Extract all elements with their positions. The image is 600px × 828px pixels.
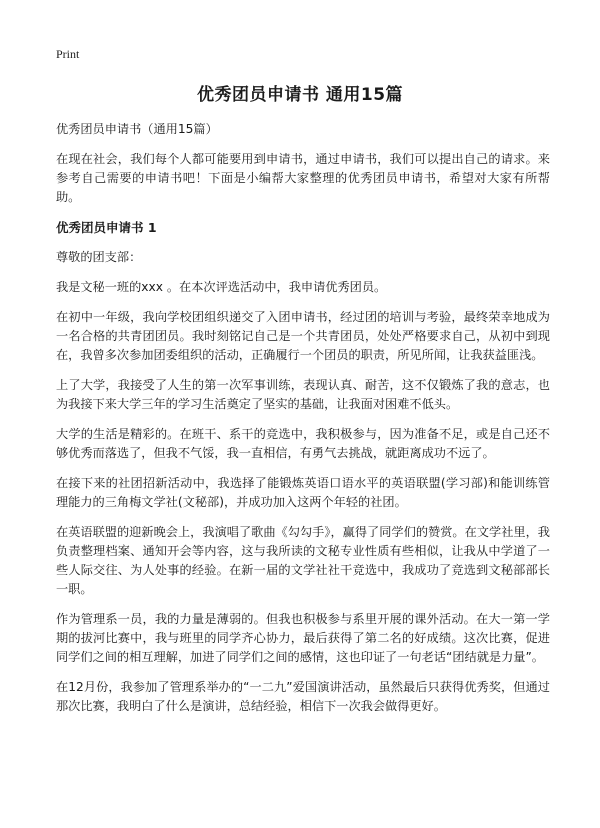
body-paragraph: 在初中一年级，我向学校团组织递交了入团申请书，经过团的培训与考验，最终荣幸地成为一名合格的共青团团员。我时刻铭记自己是一个共青团员，处处严格要求自己，从初中到现在，我曾多次参加团委组织的活动，正确履行一个团员的职责，所见所闻，让我获益匪浅。 xyxy=(56,310,550,362)
body-paragraph: 上了大学，我接受了人生的第一次军事训练，表现认真、耐苦，这不仅锻炼了我的意志，也为我接下来大学三年的学习生活奠定了坚实的基础，让我面对困难不低头。 xyxy=(56,378,550,411)
document-body xyxy=(56,120,550,727)
print-link[interactable]: Print xyxy=(56,47,80,61)
body-paragraph: 在12月份，我参加了管理系举办的“一二九”爱国演讲活动，虽然最后只获得优秀奖，但通过那次比赛，我明白了什么是演讲，总结经验，相信下一次我会做得更好。 xyxy=(56,680,550,713)
salutation: 尊敬的团支部： xyxy=(56,250,142,264)
body-paragraph: 作为管理系一员，我的力量是薄弱的。但我也积极参与系里开展的课外活动。在大一第一学期的拔河比赛中，我与班里的同学齐心协力，最后获得了第二名的好成绩。这次比赛，促进同学们之间的相互理解，加进了同学们之间的感情，这也印证了一句老话“团结就是力量”。 xyxy=(56,612,550,664)
body-paragraph: 在英语联盟的迎新晚会上，我演唱了歌曲《勾勾手》，赢得了同学们的赞赏。在文学社里，我负责整理档案、通知开会等内容，这与我所读的文秘专业性质有些相似，让我从中学道了一些人际交往、为人处事的经验。在新一届的文学社社干竞选中，我成功了竞选到文秘部部长一职。 xyxy=(56,525,550,596)
page-title: 优秀团员申请书 通用15篇 xyxy=(196,85,404,105)
body-paragraph: 在接下来的社团招新活动中，我选择了能锻炼英语口语水平的英语联盟(学习部)和能训练管理能力的三角梅文学社(文秘部)，并成功加入这两个年轻的社团。 xyxy=(56,476,550,509)
body-paragraph: 我是文秘一班的xxx 。在本次评选活动中，我申请优秀团员。 xyxy=(56,280,387,294)
section-heading: 优秀团员申请书 1 xyxy=(56,220,157,235)
body-paragraph: 大学的生活是精彩的。在班干、系干的竞选中，我积极参与，因为准备不足，或是自己还不够优秀而落选了，但我不气馁，我一直相信，有勇气去挑战，就距离成功不远了。 xyxy=(56,427,550,460)
intro-paragraph: 在现在社会，我们每个人都可能要用到申请书，通过申请书，我们可以提出自己的请求。来参考自己需要的申请书吧！下面是小编帮大家整理的优秀团员申请书，希望对大家有所帮助。 xyxy=(56,152,550,204)
document-subtitle: 优秀团员申请书（通用15篇） xyxy=(56,122,218,136)
